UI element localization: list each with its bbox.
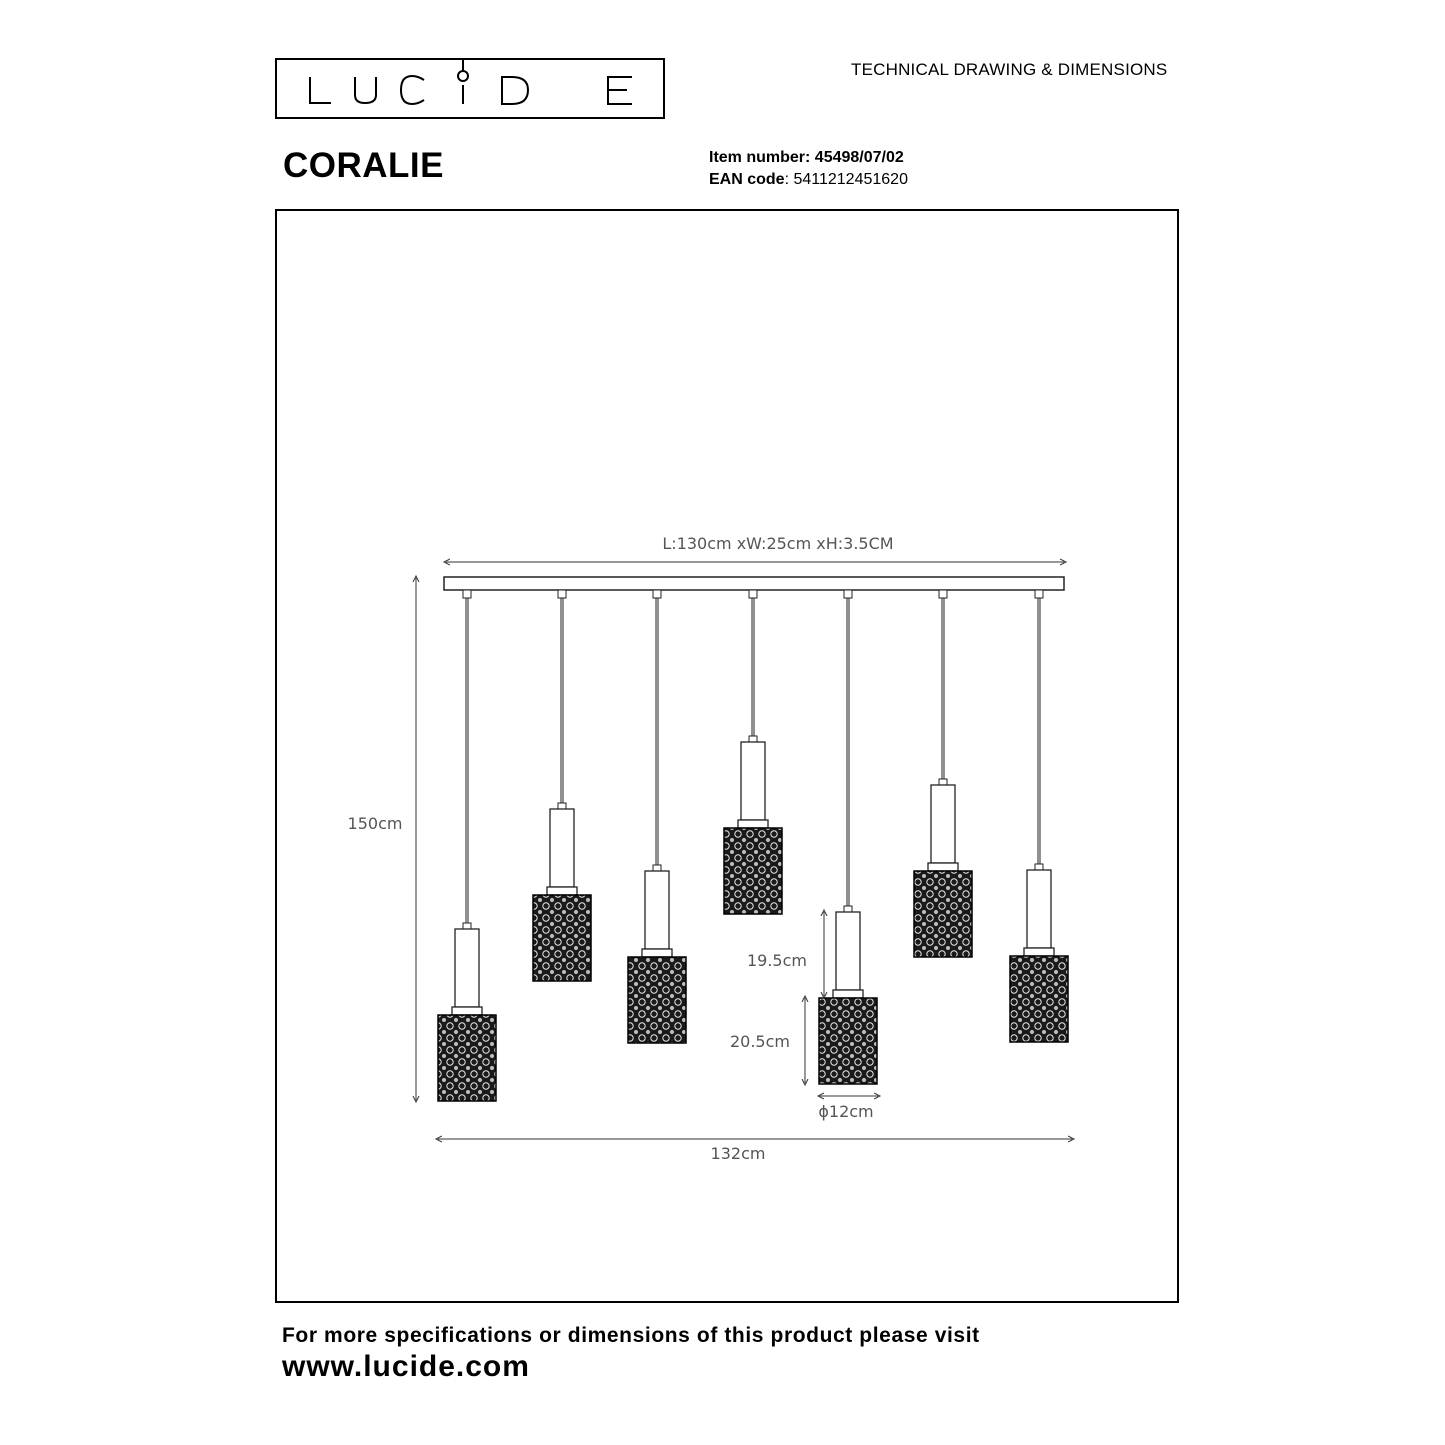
cable-grip — [749, 736, 757, 742]
socket-ring — [452, 1007, 482, 1015]
dimension-label-height: 150cm — [347, 814, 403, 833]
dimension-label-diameter: ϕ12cm — [818, 1102, 874, 1121]
pendant-5 — [819, 590, 877, 1084]
socket-ring — [928, 863, 958, 871]
mesh-shade — [438, 1015, 496, 1101]
drawing-frame — [276, 210, 1178, 1302]
socket-holder — [550, 809, 574, 887]
socket-ring — [833, 990, 863, 998]
socket-holder — [741, 742, 765, 820]
canopy-connector — [844, 590, 852, 598]
cable-grip — [653, 865, 661, 871]
socket-ring — [547, 887, 577, 895]
socket-holder — [455, 929, 479, 1007]
ean-code-label: EAN code — [709, 171, 785, 188]
socket-holder — [836, 912, 860, 990]
dimension-label-top: L:130cm xW:25cm xH:3.5CM — [662, 534, 894, 553]
socket-holder — [645, 871, 669, 949]
pendants — [438, 590, 1068, 1101]
dimension-label-width: 132cm — [710, 1144, 766, 1163]
cable-grip — [939, 779, 947, 785]
item-number-label: Item number: — [709, 149, 811, 166]
mesh-shade — [1010, 956, 1068, 1042]
mesh-shade — [628, 957, 686, 1043]
canopy-connector — [653, 590, 661, 598]
pendant-7 — [1010, 590, 1068, 1042]
footer-url[interactable]: www.lucide.com — [282, 1350, 530, 1383]
item-number-value: 45498/07/02 — [814, 149, 904, 166]
mesh-shade — [819, 998, 877, 1084]
pendant-1 — [438, 590, 496, 1101]
cable-grip — [844, 906, 852, 912]
canopy-connector — [463, 590, 471, 598]
pendant-4 — [724, 590, 782, 914]
product-name: CORALIE — [283, 146, 444, 185]
ean-code-value: : 5411212451620 — [784, 171, 908, 188]
cable-grip — [558, 803, 566, 809]
socket-ring — [738, 820, 768, 828]
pendant-6 — [914, 590, 972, 957]
canopy-connector — [749, 590, 757, 598]
canopy-connector — [939, 590, 947, 598]
mesh-shade — [533, 895, 591, 981]
cable-grip — [1035, 864, 1043, 870]
canopy-connector — [1035, 590, 1043, 598]
canopy-connector — [558, 590, 566, 598]
document-type-title: TECHNICAL DRAWING & DIMENSIONS — [851, 60, 1168, 79]
socket-ring — [1024, 948, 1054, 956]
pendant-3 — [628, 590, 686, 1043]
ceiling-bar — [444, 577, 1064, 590]
mesh-shade — [914, 871, 972, 957]
socket-holder — [1027, 870, 1051, 948]
socket-ring — [642, 949, 672, 957]
footer-text: For more specifications or dimensions of this product please visit — [282, 1324, 980, 1347]
dimension-label-socket: 19.5cm — [746, 951, 808, 970]
pendant-2 — [533, 590, 591, 981]
mesh-shade — [724, 828, 782, 914]
dimension-label-shade: 20.5cm — [729, 1032, 791, 1051]
socket-holder — [931, 785, 955, 863]
cable-grip — [463, 923, 471, 929]
